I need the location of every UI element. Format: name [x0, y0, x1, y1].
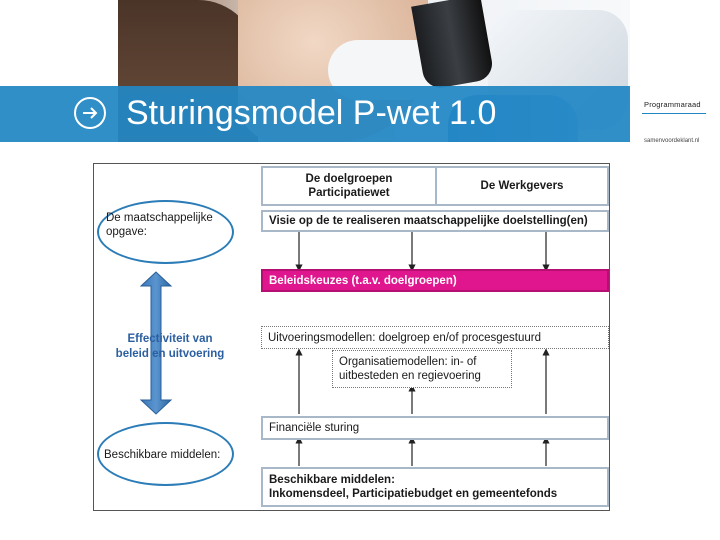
box-organisatiemodellen: Organisatiemodellen: in- of uitbesteden en regievoering — [332, 350, 512, 388]
box-werkgevers: De Werkgevers — [435, 166, 609, 206]
label-beschikbare-middelen-left: Beschikbare middelen: — [104, 449, 221, 461]
box-beschikbare-middelen: Beschikbare middelen: Inkomensdeel, Participatiebudget en gemeentefonds — [261, 467, 609, 507]
steering-model-diagram — [93, 163, 610, 511]
page-title: Sturingsmodel P-wet 1.0 — [126, 94, 497, 132]
box-uitvoeringsmodellen: Uitvoeringsmodellen: doelgroep en/of procesgestuurd — [261, 326, 609, 349]
box-beleidskeuzes: Beleidskeuzes (t.a.v. doelgroepen) — [261, 269, 609, 292]
brand-url: samenvoordeklant.nl — [644, 138, 700, 144]
label-effectiviteit: Effectiviteit van beleid en uitvoering — [115, 333, 225, 360]
brand-divider — [642, 113, 706, 114]
label-maatschappelijke-opgave: De maatschappelijke opgave: — [106, 212, 213, 238]
header — [0, 0, 720, 142]
arrow-right-icon — [74, 97, 106, 129]
box-financiele-sturing: Financiële sturing — [261, 416, 609, 440]
box-doelgroepen: De doelgroepen Participatiewet — [261, 166, 437, 206]
brand-logo: Programmaraad — [644, 100, 701, 109]
box-visie: Visie op de te realiseren maatschappelijke doelstelling(en) — [261, 210, 609, 232]
